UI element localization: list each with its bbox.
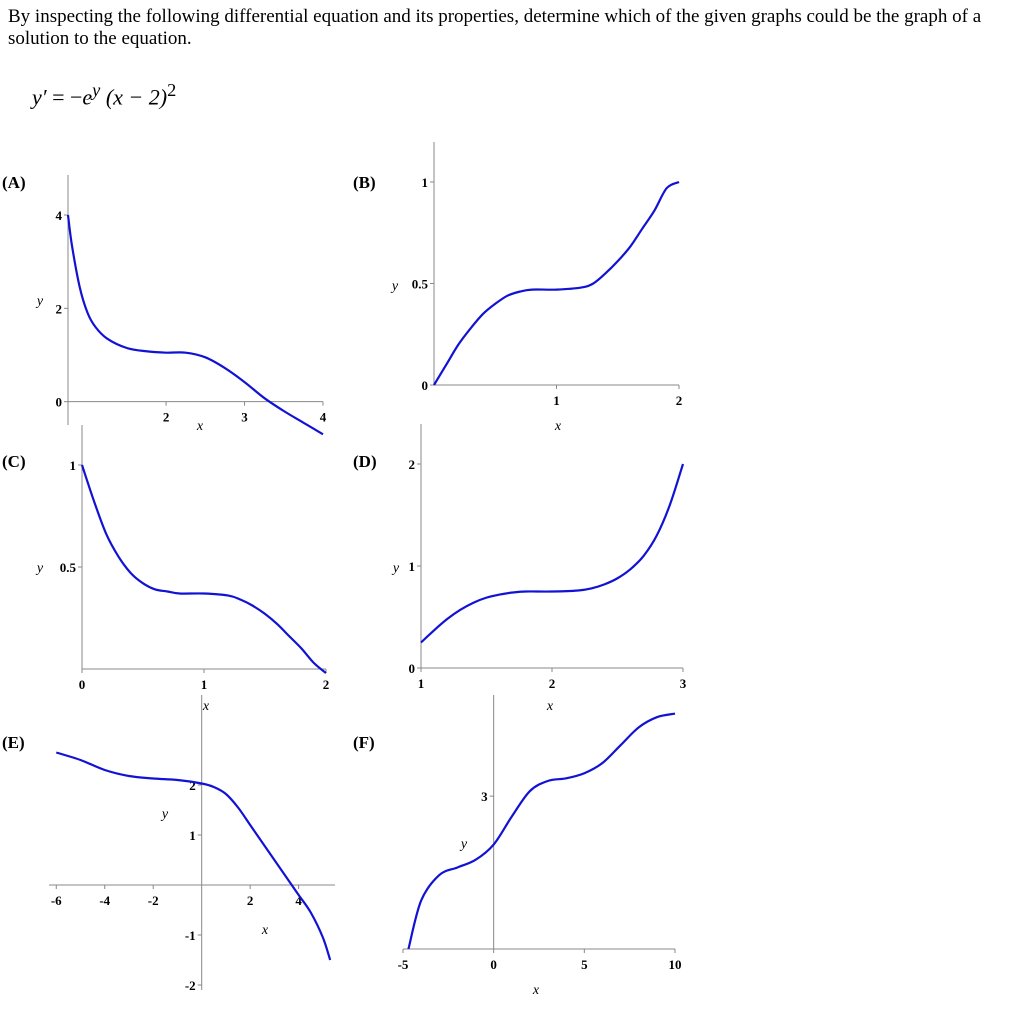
graph-e-x-tick-label: 4 [295,893,302,908]
graph-e-y-tick-label: -1 [184,928,196,943]
graph-b-y-tick-label: 1 [421,175,428,190]
graph-b-curve [434,182,679,385]
graph-d-x-tick-label: 3 [679,676,687,691]
graph-b-y-axis-title: y [391,279,399,294]
graph-c-x-tick-label: 1 [200,677,208,692]
graph-d-y-axis-title: y [392,561,400,576]
graph-e-x-tick-label: 2 [246,893,254,908]
graph-d-label: (D) [353,452,377,471]
graph-e-y-tick-label: -2 [184,978,196,993]
graph-c-label: (C) [2,452,26,471]
graph-c-x-tick-label: 2 [322,677,330,692]
equation-lhs: y′ [32,84,47,110]
equation-factor: (x − 2) [100,84,168,110]
graph-f-x-tick-label: 10 [668,957,682,972]
graph-e-y-axis-title: y [161,807,169,822]
question-text: By inspecting the following differential equation and its properties, determine which of the given graphs could be the graph of a solution to the equation. [8,6,982,49]
graph-b-label: (B) [353,173,376,192]
equation-power: 2 [167,80,177,100]
graph-a-y-tick-label: 0 [55,394,62,410]
graph-f-curve [408,714,675,949]
graph-f-y-axis-title: y [460,837,468,852]
graph-a-label: (A) [2,173,26,192]
graph-a-x-axis-title: x [196,419,204,434]
graph-c-x-tick-label: 0 [78,677,86,692]
graph-e-x-tick-label: -6 [50,893,62,908]
graph-e-y-tick-label: 1 [189,828,196,843]
graph-a-x-tick-label: 2 [162,409,170,425]
graph-e-x-axis-title: x [261,923,269,938]
graph-a-x-tick-label: 4 [319,409,327,425]
graph-a-x-tick-label: 3 [241,409,248,425]
graph-d-y-tick-label: 0 [408,661,415,676]
equation-exponent: y [92,80,101,100]
graph-b-x-tick-label: 2 [675,393,683,408]
graph-d-curve [421,464,683,643]
graph-f-label: (F) [353,733,375,752]
graph-b-x-axis-title: x [554,419,562,434]
graph-f-x-axis-title: x [532,983,540,998]
graph-c-y-axis-title: y [36,561,44,576]
graph-a-y-tick-label: 4 [55,208,62,223]
graph-e-y-tick-label: 2 [189,778,196,793]
graph-d-x-tick-label: 2 [548,676,556,691]
graph-f-x-tick-label: -5 [397,957,409,972]
graph-a-y-tick-label: 2 [55,301,62,317]
graph-e-label: (E) [2,733,25,752]
graph-a-y-axis-title: y [36,294,44,309]
graph-d-y-tick-label: 1 [408,559,415,574]
graph-b-y-tick-label: 0 [421,378,428,393]
graph-f-x-tick-label: 5 [581,957,588,972]
equation-e: e [82,84,93,110]
graph-d-x-axis-title: x [546,699,554,714]
graph-c-y-tick-label: 1 [69,458,76,473]
graph-f-x-tick-label: 0 [490,957,497,972]
graph-b-x-tick-label: 1 [553,393,560,408]
graph-b-y-tick-label: 0.5 [411,276,428,292]
graph-c-x-axis-title: x [202,699,210,714]
graph-d-x-tick-label: 1 [417,676,425,691]
graph-f-y-tick-label: 3 [481,789,488,805]
equation-equals-minus: = − [46,84,83,110]
graph-c-curve [82,465,326,673]
graph-d-y-tick-label: 2 [408,457,415,472]
graph-c-y-tick-label: 0.5 [59,560,76,575]
graph-e-x-tick-label: -2 [147,893,159,908]
graph-e-x-tick-label: -4 [99,893,111,908]
